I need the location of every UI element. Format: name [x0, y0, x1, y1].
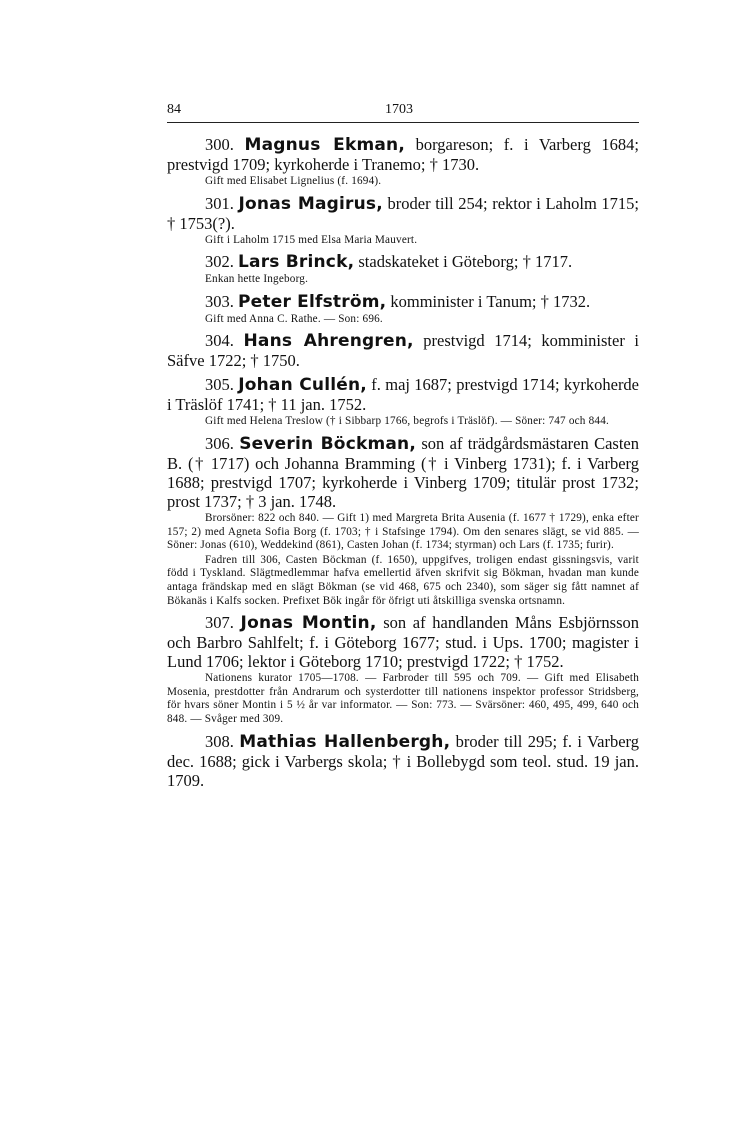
entry-details: son af handlanden Måns Esbjörnsson och Barbro Sahlfelt; f. i Göteborg 1677; stud. i Ups. 1700; magister i Lund 1706; lektor i Göteborg 1710; prestvigd 1722; † 1752.: [167, 613, 639, 672]
entry-number: 307.: [205, 613, 241, 633]
entry-text: [167, 194, 639, 233]
biography-entry: [167, 434, 639, 608]
biography-entry: [167, 375, 639, 429]
entry-details: son af trädgårdsmästaren Casten B. († 1717) och Johanna Bramming († i Vinberg 1731); f. i Varberg 1688; prestvigd 1707; kyrkoherde i Vinberg 1709; titulär prost 1732; prost 1737; † 3 jan. 1748.: [167, 433, 639, 511]
entry-details: borgareson; f. i Varberg 1684; prestvigd 1709; kyrkoherde i Tranemo; † 1730.: [167, 135, 639, 174]
biography-entry: [167, 613, 639, 726]
entry-number: 300.: [205, 135, 245, 154]
person-name: Hans Ahrengren,: [243, 331, 414, 352]
entry-number: 306.: [205, 433, 240, 453]
entry-note: Gift med Anna C. Rathe. — Son: 696.: [205, 312, 383, 325]
entry-text: [167, 252, 639, 272]
entry-details: komminister i Tanum; † 1732.: [386, 291, 591, 311]
entry-note: Enkan hette Ingeborg.: [205, 273, 309, 286]
entry-number: 302.: [205, 252, 238, 272]
biography-entry: [167, 252, 639, 287]
person-name: Mathias Hallenbergh,: [239, 731, 451, 752]
biography-entry: [167, 194, 639, 248]
entry-details: broder till 254; rektor i Laholm 1715; † 1753(?).: [167, 193, 639, 233]
biography-entry: [167, 732, 639, 790]
entry-text: [167, 135, 639, 174]
entry-number: 304.: [205, 331, 244, 351]
person-name: Lars Brinck,: [238, 252, 355, 273]
entry-number: 301.: [205, 193, 239, 213]
entry-details: stadskateket i Göteborg; † 1717.: [354, 252, 573, 272]
page-number: 84: [167, 102, 181, 117]
person-name: Severin Böckman,: [239, 433, 417, 454]
entry-number: 305.: [205, 375, 239, 395]
biography-entry: [167, 292, 639, 327]
biography-entry: [167, 135, 639, 189]
entry-details: broder till 295; f. i Varberg dec. 1688; gick i Varbergs skola; † i Bollebygd som teol. stud. 19 jan. 1709.: [167, 731, 639, 790]
entry-number: 308.: [205, 731, 240, 751]
person-name: Johan Cullén,: [238, 375, 367, 396]
biography-list: [167, 135, 639, 790]
entry-details: prestvigd 1714; komminister i Säfve 1722; † 1750.: [167, 331, 639, 371]
entry-note: Nationens kurator 1705—1708. — Farbroder till 595 och 709. — Gift med Elisabeth Mosenia, prestdotter från Andrarum och systerdotter till nationens inspektor professor Stridsberg, för hvars söner Montin i 5 ½ år var informator. — Son: 773. — Svärsöner: 460, 495, 499, 640 och 848. — Svåger med 309.: [167, 672, 639, 725]
person-name: Jonas Magirus,: [238, 193, 383, 214]
entry-text: [167, 732, 639, 790]
biography-entry: [167, 331, 639, 370]
entry-text: [167, 331, 639, 370]
entry-note: Fadren till 306, Casten Böckman (f. 1650), uppgifves, troligen endast gissningsvis, varit född i Tyskland. Slägtmedlemmar hafva emellertid äfven skrifvit sig Bökman, hvadan man kunde antaga frändskap med en slägt Bökman (se vid 468, 675 och 2340), som säger sig fått namnet af Bökanäs i Kalfs socken. Prefixet Bök ingår för öfrigt uti åtskilliga svenska ortsnamn.: [167, 553, 639, 607]
entry-text: [167, 434, 639, 511]
person-name: Jonas Montin,: [240, 613, 377, 634]
entry-note: Gift med Helena Treslow († i Sibbarp 1766, begrofs i Träslöf). — Söner: 747 och 844.: [205, 415, 609, 428]
entry-details: f. maj 1687; prestvigd 1714; kyrkoherde i Träslöf 1741; † 11 jan. 1752.: [167, 375, 640, 415]
document-page: [167, 100, 639, 795]
entry-note: Gift med Elisabet Lignelius (f. 1694).: [205, 175, 382, 187]
entry-text: [167, 613, 639, 671]
entry-text: [167, 375, 639, 414]
entry-number: 303.: [205, 291, 238, 311]
entry-note: Gift i Laholm 1715 med Elsa Maria Mauvert.: [205, 233, 418, 246]
running-year: 1703: [385, 102, 413, 117]
entry-text: [167, 292, 639, 312]
entry-note: Brorsöner: 822 och 840. — Gift 1) med Margreta Brita Ausenia (f. 1677 † 1729), enka efter 157; 2) med Agneta Sofia Borg (f. 1703; † i Stafsinge 1794). Om den senares slägt, se vid 885. — Söner: Jonas (610), Weddekind (861), Casten Johan (f. 1734; styrman) och Lars (f. 1735; furir).: [167, 511, 639, 552]
person-name: Magnus Ekman,: [244, 135, 406, 155]
person-name: Peter Elfström,: [238, 291, 387, 312]
page-header: [167, 100, 639, 123]
